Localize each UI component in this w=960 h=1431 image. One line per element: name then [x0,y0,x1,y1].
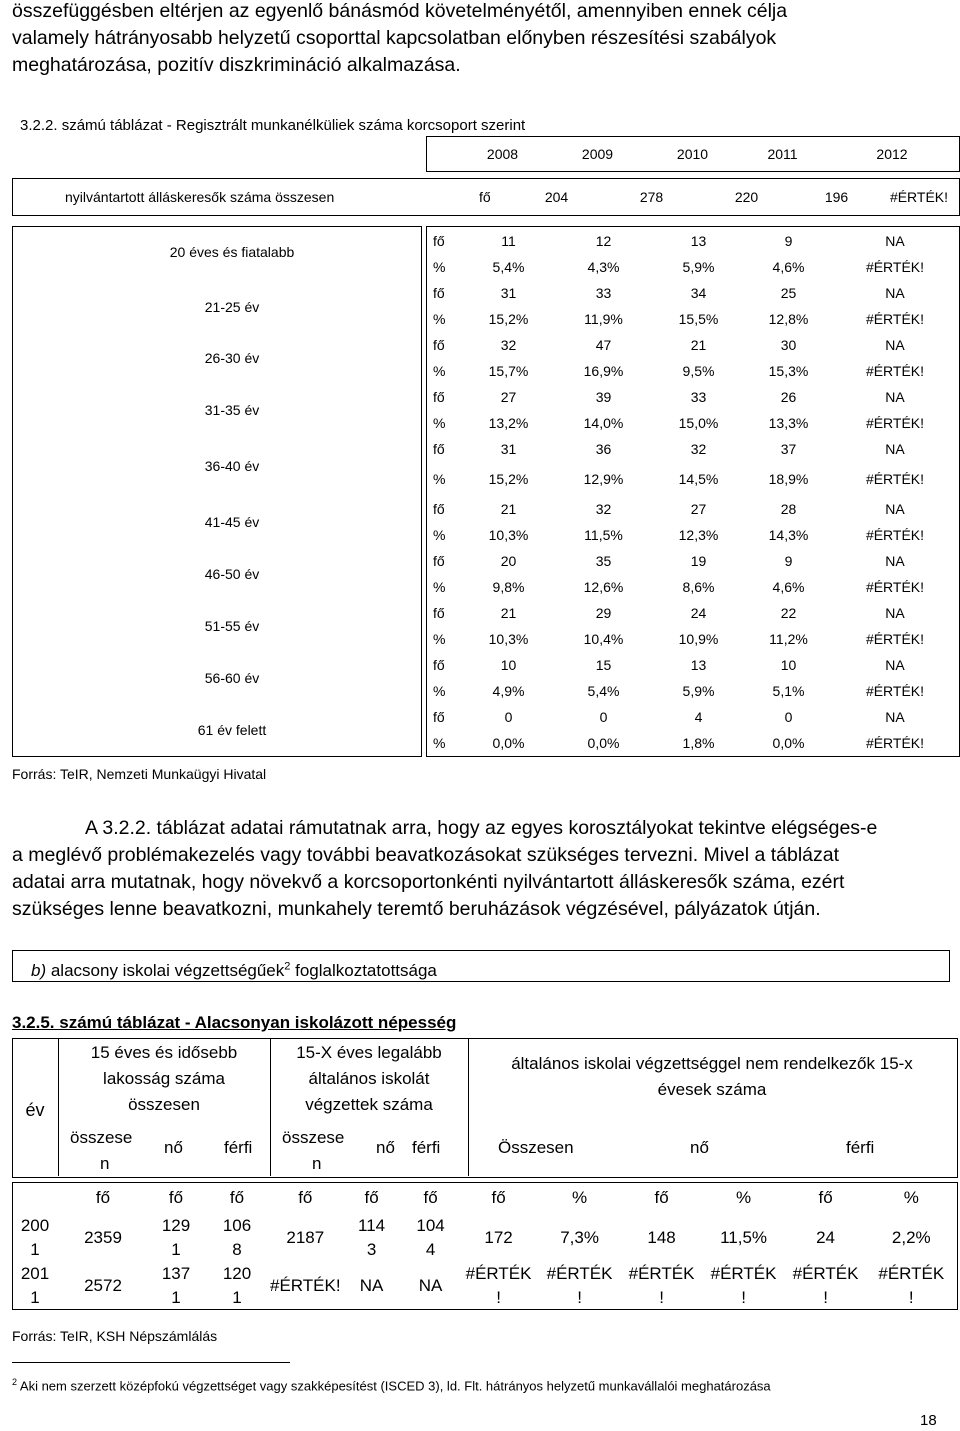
header-line: összesen [128,1095,200,1114]
cell: ! [741,1288,746,1307]
unit-pct: % [433,579,446,595]
cell: 15,3% [768,363,809,379]
unit-pct: % [433,415,446,431]
header-group2 [270,1040,468,1118]
cell: NA [885,553,905,569]
cell: 114 [358,1216,386,1235]
cell: 5,4% [492,259,525,275]
cell: 14,0% [583,415,624,431]
cell: NA [885,285,905,301]
total-value: 278 [639,189,664,205]
cell: 0,0% [492,735,525,751]
cell: NA [885,657,905,673]
cell: 32 [595,501,612,517]
cell: 22 [780,605,797,621]
cell: 31 [500,441,517,457]
age-group-label: 36-40 év [204,458,260,474]
unit-pct: % [433,311,446,327]
cell: 2,2% [891,1228,931,1247]
cell: 15 [595,657,612,673]
cell: 2359 [84,1228,122,1247]
unit: % [572,1188,588,1207]
age-group-label: 61 év felett [197,722,267,738]
intro-line: valamely hátrányosabb helyzetű csoporttal kapcsolatban előnyben részesítési szabályok [12,27,777,49]
cell: 0 [784,709,793,725]
cell: 11,2% [769,631,808,647]
footnote-text: Aki nem szerzett középfokú végzettséget vagy szakképesítést (ISCED 3), ld. Flt. hátrányos helyzetű munkavállalói meghatározása [17,1378,771,1394]
unit-count: fő [433,605,445,621]
subheader-line: n [100,1154,110,1173]
footnote [12,1377,771,1393]
subheader-female: nő [690,1138,709,1157]
analysis-line: adatai arra mutatnak, hogy növekvő a korcsoportonkénti nyilvántartott álláskeresők száma, ezért [12,871,845,893]
cell: 10,3% [488,631,529,647]
cell: 47 [595,337,612,353]
unit: fő [818,1188,833,1207]
cell: 33 [690,389,707,405]
cell: 32 [500,337,517,353]
cell: 0,0% [587,735,620,751]
year-header: 2010 [676,146,709,162]
cell: 18,9% [768,471,809,487]
cell: 8 [232,1240,242,1259]
header-group1 [58,1040,270,1118]
cell: 129 [161,1216,191,1235]
table1-years-box [426,136,960,172]
year-header: 2011 [767,146,798,162]
subheader-male: férfi [224,1138,253,1157]
cell: ! [577,1288,582,1307]
header-line: évesek száma [657,1080,767,1099]
cell: 9 [784,553,793,569]
age-group-label: 31-35 év [204,402,260,418]
page-number: 18 [920,1412,937,1429]
cell: NA [885,232,905,249]
section-b-suffix: foglalkoztatottsága [290,960,437,980]
table2-row [12,1214,956,1262]
table2 [12,1038,958,1318]
table1-total-row [12,178,960,216]
cell: 11,9% [584,311,623,327]
total-value: 220 [734,189,759,205]
subheader-total [282,1125,344,1177]
year: 1 [30,1288,40,1307]
cell: #ÉRTÉK! [865,363,925,379]
header-line: lakosság száma [103,1069,225,1088]
cell: #ÉRTÉK! [270,1276,341,1295]
cell: 21 [500,501,517,517]
unit-pct: % [433,259,446,275]
cell: 1 [232,1288,242,1307]
cell: NA [359,1276,384,1295]
cell: 1 [171,1240,181,1259]
cell: 4 [694,709,703,725]
cell: 4,6% [772,579,805,595]
cell: 39 [595,389,612,405]
cell: 16,9% [583,363,624,379]
cell: NA [885,605,905,621]
intro-line: meghatározása, pozitív diszkrimináció alkalmazása. [12,54,461,76]
analysis-line: A 3.2.2. táblázat adatai rámutatnak arra, hogy az egyes korosztályokat tekintve elégséges-e [85,817,878,839]
age-group-label: 26-30 év [204,350,260,366]
cell: 0,0% [772,735,805,751]
year-header: 2012 [876,146,908,162]
age-group-label: 20 éves és fiatalabb [169,244,295,260]
cell: 5,4% [587,683,620,699]
cell: #ÉRTÉK! [865,311,925,327]
cell: 172 [484,1228,513,1247]
cell: ! [659,1288,664,1307]
cell: 15,7% [488,363,529,379]
cell: 27 [500,389,517,405]
subheader-line: összese [282,1128,345,1147]
cell: 104 [416,1216,445,1235]
cell: 106 [222,1216,252,1235]
cell: 4 [425,1240,436,1259]
cell: 0 [599,709,608,725]
unit-count: fő [433,553,445,569]
header-line: végzettek száma [305,1095,433,1114]
section-b-prefix: b) [31,960,47,980]
cell: 10,9% [678,631,719,647]
cell: 13,3% [768,415,809,431]
cell: 3 [366,1240,377,1259]
subheader-male: férfi [846,1138,875,1157]
cell: #ÉRTÉK [628,1264,695,1283]
cell: NA [885,441,905,457]
cell: 2572 [84,1276,122,1295]
unit: fő [168,1188,184,1207]
cell: NA [885,337,905,353]
cell: 12,8% [768,311,809,327]
cell: 4,3% [587,259,620,275]
cell: 20 [500,553,517,569]
total-label: nyilvántartott álláskeresők száma összesen [65,189,335,205]
subheader-female: nő [376,1138,395,1157]
unit-count: fő [433,285,445,301]
cell: ! [823,1288,828,1307]
cell: NA [885,501,905,517]
table2-row [12,1262,956,1310]
unit: fő [298,1188,313,1207]
total-value: #ÉRTÉK! [889,189,949,205]
cell: ! [496,1288,501,1307]
cell: 8,6% [682,579,715,595]
cell: 5,9% [682,259,715,275]
cell: #ÉRTÉK! [865,579,925,595]
unit-count: fő [433,709,445,725]
subheader-line: összese [70,1128,133,1147]
cell: 21 [500,605,517,621]
analysis-line: a meglévő problémakezelés vagy további beavatkozásokat szükséges tervezni. Mivel a táblázat [12,844,840,866]
table1-source: Forrás: TeIR, Nemzeti Munkaügyi Hivatal [12,766,267,782]
cell: #ÉRTÉK! [865,259,925,275]
table2-source: Forrás: TeIR, KSH Népszámlálás [12,1328,218,1344]
cell: #ÉRTÉK [792,1264,859,1283]
unit-pct: % [433,527,446,543]
header-group3 [468,1051,956,1103]
cell: 2187 [286,1228,325,1247]
cell: NA [418,1276,443,1295]
cell: NA [885,709,905,725]
unit: % [736,1188,752,1207]
cell: 29 [595,605,612,621]
year-header: 2009 [581,146,614,162]
unit-pct: % [433,631,446,647]
cell: 10 [500,657,517,673]
unit-pct: % [433,363,446,379]
cell: 26 [780,389,797,405]
unit-count: fő [433,441,445,457]
cell: 148 [647,1228,676,1247]
age-group-label: 51-55 év [204,618,260,634]
unit-count: fő [433,657,445,673]
footnote-rule [12,1362,290,1363]
subheader-male: férfi [412,1138,441,1157]
age-group-label: 41-45 év [204,514,260,530]
cell: #ÉRTÉK [878,1264,945,1283]
cell: 0 [504,709,513,725]
cell: #ÉRTÉK! [865,683,925,699]
cell: 32 [690,441,707,457]
unit-count: fő [433,232,445,249]
unit: % [903,1188,919,1207]
age-group-label: 56-60 év [204,670,260,686]
cell: 11,5% [584,527,623,543]
cell: 12 [595,232,612,249]
year: 1 [30,1240,40,1259]
cell: #ÉRTÉK [465,1264,532,1283]
cell: 31 [500,285,517,301]
footnote-ref: 2 [284,960,291,972]
age-group-label: 46-50 év [204,566,260,582]
unit-pct: % [433,471,446,487]
cell: 15,0% [678,415,719,431]
intro-paragraph [12,0,940,79]
cell: ! [908,1288,914,1307]
cell: #ÉRTÉK! [865,415,925,431]
footnote-number: 2 [12,1377,18,1387]
cell: 14,5% [678,471,719,487]
cell: 7,3% [560,1228,599,1247]
header-line: 15 éves és idősebb [90,1043,238,1062]
total-unit: fő [479,189,491,205]
cell: #ÉRTÉK [546,1264,613,1283]
cell: 12,6% [583,579,624,595]
cell: 15,2% [488,311,529,327]
cell: 5,9% [682,683,715,699]
cell: 4,6% [772,259,805,275]
unit-pct: % [433,735,446,751]
cell: #ÉRTÉK [710,1264,777,1283]
subheader-grand-total: Összesen [498,1138,574,1157]
unit-pct: % [433,683,446,699]
cell: 19 [690,553,707,569]
cell: 9,5% [682,363,715,379]
cell: 30 [780,337,797,353]
cell: 13,2% [488,415,529,431]
cell: 12,9% [583,471,624,487]
cell: 27 [690,501,707,517]
unit: fő [95,1188,111,1207]
analysis-line: szükséges lenne beavatkozni, munkahely teremtő beruházások végzésével, pályázatok útján. [12,898,821,920]
cell: NA [885,389,905,405]
unit-count: fő [433,337,445,353]
cell: #ÉRTÉK! [865,471,925,487]
analysis-paragraph [12,815,940,923]
section-b-heading [12,950,950,982]
unit-count: fő [433,389,445,405]
cell: 10,3% [488,527,529,543]
cell: 13 [690,657,707,673]
cell: 21 [690,337,707,353]
table2-caption: 3.2.5. számú táblázat - Alacsonyan iskolázott népesség [12,1013,457,1032]
cell: #ÉRTÉK! [865,735,925,751]
subheader-total [70,1125,132,1177]
total-value: 204 [544,189,569,205]
year: 200 [20,1216,50,1235]
cell: 10 [780,657,797,673]
cell: 15,5% [678,311,719,327]
cell: 1 [171,1288,181,1307]
unit: fő [364,1188,379,1207]
cell: #ÉRTÉK! [865,527,925,543]
cell: 11 [501,232,516,249]
unit-count: fő [433,501,445,517]
year-header: 2008 [486,146,519,162]
unit: fő [654,1188,669,1207]
subheader-female: nő [164,1138,183,1157]
age-group-label: 21-25 év [204,299,260,315]
cell: 4,9% [492,683,525,699]
cell: 120 [222,1264,252,1283]
cell: 1,8% [682,735,715,751]
cell: 15,2% [488,471,529,487]
header-year: év [25,1100,45,1120]
table2-body [12,1182,956,1310]
cell: 35 [595,553,612,569]
cell: 36 [595,441,612,457]
cell: 5,1% [772,683,805,699]
cell: 34 [690,285,707,301]
year: 201 [20,1264,50,1283]
subheader-line: n [312,1154,322,1173]
cell: 25 [780,285,797,301]
cell: 28 [780,501,797,517]
header-line: általános iskolai végzettséggel nem rendelkezők 15-x [511,1054,913,1073]
cell: 13 [690,232,707,249]
header-line: általános iskolát [308,1069,430,1088]
unit: fő [423,1188,438,1207]
intro-line: összefüggésben eltérjen az egyenlő bánásmód követelményétől, amennyiben ennek célja [12,0,788,22]
unit: fő [491,1188,506,1207]
cell: 11,5% [720,1228,768,1247]
table1-caption: 3.2.2. számú táblázat - Regisztrált munkanélküliek száma korcsoport szerint [20,117,526,134]
total-value: 196 [824,189,849,205]
cell: 137 [161,1264,191,1283]
cell: 10,4% [583,631,624,647]
cell: 24 [816,1228,836,1247]
cell: 9,8% [492,579,525,595]
header-line: 15-X éves legalább [296,1043,442,1062]
cell: 37 [780,441,797,457]
unit: fő [229,1188,245,1207]
section-b-text: alacsony iskolai végzettségűek [46,960,285,980]
cell: #ÉRTÉK! [865,631,925,647]
cell: 24 [690,605,707,621]
cell: 9 [784,232,793,249]
age-groups-data-box [426,226,960,757]
cell: 14,3% [768,527,809,543]
cell: 12,3% [678,527,719,543]
cell: 33 [595,285,612,301]
